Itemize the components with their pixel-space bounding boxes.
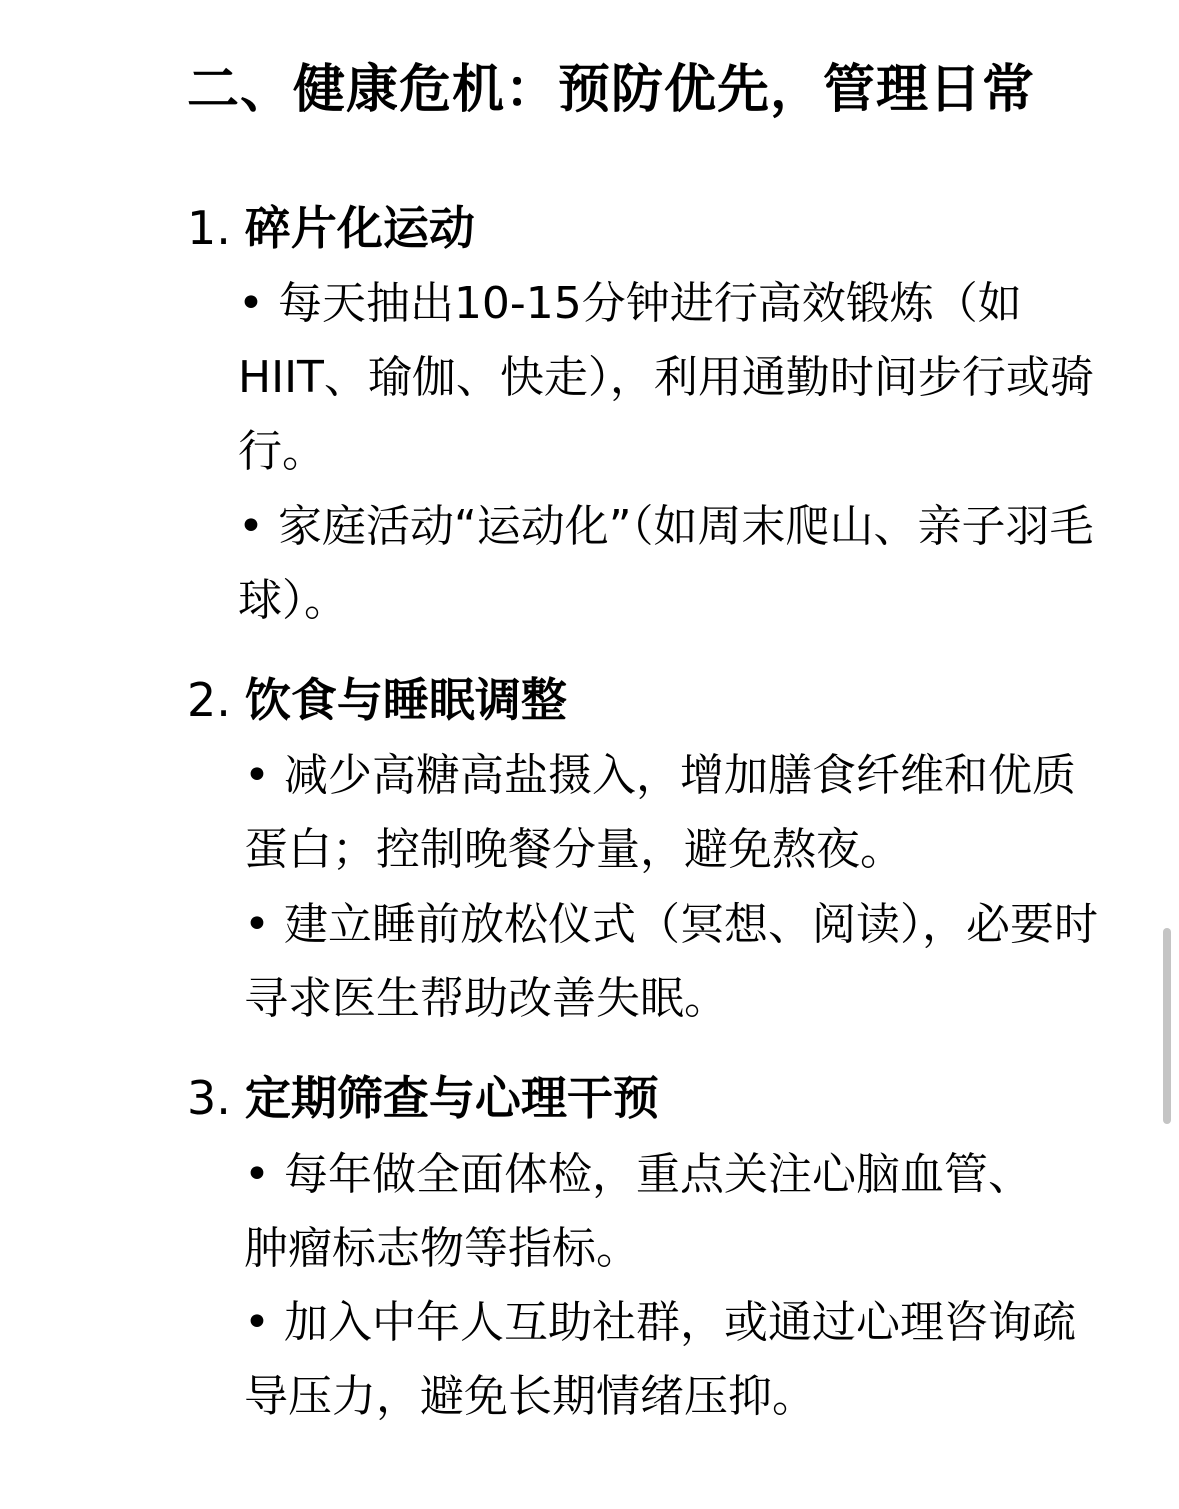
bullet-item: • 每天抽出10-15分钟进行高效锻炼（如HIIT、瑜伽、快走），利用通勤时间步行或骑行。 [238, 278, 1094, 477]
bullet-item: • 减少高糖高盐摄入，增加膳食纤维和优质蛋白；控制晚餐分量，避免熬夜。 [244, 750, 1076, 875]
bullet-item: • 加入中年人互助社群，或通过心理咨询疏导压力，避免长期情绪压抑。 [244, 1297, 1076, 1422]
section-heading-3 [187, 1063, 659, 1133]
section-number: 2. [187, 673, 231, 727]
bullet-item: • 每年做全面体检，重点关注心脑血管、肿瘤标志物等指标。 [244, 1149, 1032, 1274]
section-number: 3. [187, 1071, 231, 1125]
section-title: 定期筛查与心理干预 [244, 1071, 659, 1125]
section-heading-2 [187, 665, 567, 735]
bullet-item: • 家庭活动“运动化”（如周末爬山、亲子羽毛球）。 [238, 501, 1094, 626]
section-number: 1. [187, 201, 231, 255]
scrollbar-thumb[interactable] [1163, 928, 1171, 1124]
bullet-item: • 建立睡前放松仪式（冥想、阅读），必要时寻求医生帮助改善失眠。 [244, 899, 1098, 1024]
page-title: 二、健康危机：预防优先，管理日常 [187, 60, 1036, 120]
section-title: 饮食与睡眠调整 [244, 673, 567, 727]
section-title: 碎片化运动 [244, 201, 475, 255]
section-heading-1 [187, 193, 475, 263]
